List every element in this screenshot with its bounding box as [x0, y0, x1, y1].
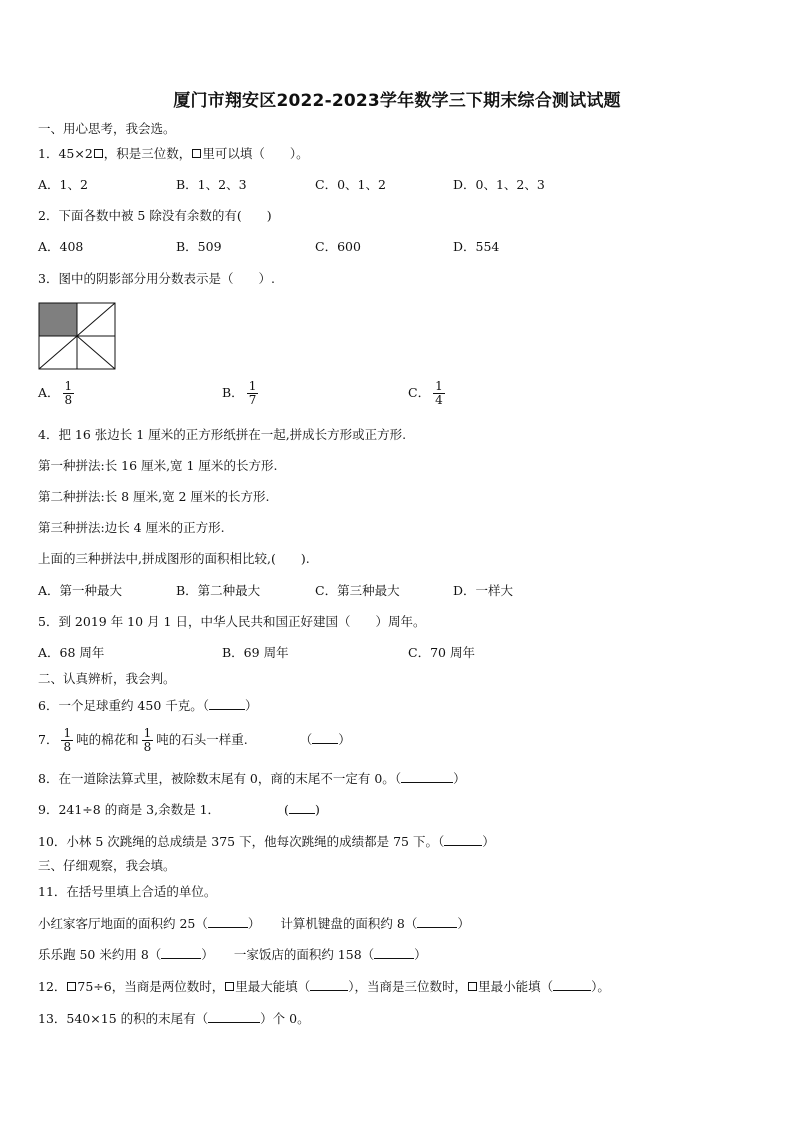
fraction: $\frac{1}{8}$: [143, 726, 152, 754]
question-10: 10．小林 5 次跳绳的总成绩是 375 下，他每次跳绳的成绩都是 75 下。（ ）: [38, 834, 495, 849]
answer-blank[interactable]: [417, 915, 457, 928]
question-13: 13．540×15 的积的末尾有（ ）个 0。: [38, 1011, 310, 1026]
blank-box-icon: [192, 149, 201, 158]
section-2-heading: 二、认真辨析，我会判。: [38, 671, 176, 686]
blank-box-icon: [468, 982, 477, 991]
answer-blank[interactable]: [553, 978, 591, 991]
fraction: $\frac{1}{4}$: [435, 379, 443, 407]
q5-option-b[interactable]: B．69 周年: [222, 645, 289, 660]
q1-option-c[interactable]: C．0、1、2: [315, 177, 386, 192]
q11-line-1: 小红家客厅地面的面积约 25（ ） 计算机键盘的面积约 8（ ）: [38, 916, 470, 931]
q5-option-c[interactable]: C．70 周年: [408, 645, 475, 660]
q11-line-2: 乐乐跑 50 米约用 8（ ） 一家饭店的面积约 158（ ）: [38, 947, 427, 962]
q4-way-1: 第一种拼法:长 16 厘米,宽 1 厘米的长方形.: [38, 458, 278, 473]
answer-blank[interactable]: [208, 1010, 260, 1023]
q1-option-b[interactable]: B．1、2、3: [176, 177, 247, 192]
fraction: $\frac{1}{7}$: [248, 379, 257, 407]
page-title: 厦门市翔安区2022-2023学年数学三下期末综合测试试题: [173, 91, 621, 111]
answer-blank[interactable]: [310, 978, 348, 991]
q2-option-a[interactable]: A．408: [38, 239, 84, 254]
section-3-heading: 三、仔细观察，我会填。: [38, 858, 176, 873]
fraction: $\frac{1}{8}$: [63, 726, 72, 754]
q1-option-a[interactable]: A．1、2: [38, 177, 88, 192]
q2-option-d[interactable]: D．554: [453, 239, 500, 254]
question-5: 5．到 2019 年 10 月 1 日，中华人民共和国正好建国（ ）周年。: [38, 614, 426, 629]
q3-option-a[interactable]: A． $\frac{1}{8}$: [38, 379, 73, 407]
q3-option-c[interactable]: C． $\frac{1}{4}$: [408, 379, 443, 407]
question-9: 9．241÷8 的商是 3,余数是 1． ( ): [38, 802, 320, 817]
answer-blank[interactable]: [312, 731, 338, 744]
q4-option-a[interactable]: A．第一种最大: [38, 583, 123, 598]
question-6: 6．一个足球重约 450 千克。（ ）: [38, 698, 258, 713]
fraction: $\frac{1}{8}$: [64, 379, 73, 407]
blank-box-icon: [225, 982, 234, 991]
question-8: 8．在一道除法算式里，被除数末尾有 0，商的末尾不一定有 0。（ ）: [38, 771, 466, 786]
question-1: 1．45×2 ，积是三位数， 里可以填（ ）。: [38, 146, 309, 161]
answer-blank[interactable]: [209, 697, 245, 710]
question-3: 3．图中的阴影部分用分数表示是（ ）.: [38, 271, 275, 286]
blank-box-icon: [94, 149, 103, 158]
question-4: 4．把 16 张边长 1 厘米的正方形纸拼在一起,拼成长方形或正方形.: [38, 427, 407, 442]
q3-option-b[interactable]: B． $\frac{1}{7}$: [222, 379, 257, 407]
question-7: 7． $\frac{1}{8}$ 吨的棉花和 $\frac{1}{8}$ 吨的石头一样重. （ ）: [38, 726, 351, 754]
q4-way-2: 第二种拼法:长 8 厘米,宽 2 厘米的长方形.: [38, 489, 270, 504]
q4-way-3: 第三种拼法:边长 4 厘米的正方形.: [38, 520, 225, 535]
q4-question: 上面的三种拼法中,拼成图形的面积相比较,( ).: [38, 551, 310, 566]
answer-blank[interactable]: [374, 946, 414, 959]
section-1-heading: 一、用心思考，我会选。: [38, 121, 176, 136]
question-11: 11．在括号里填上合适的单位。: [38, 884, 217, 899]
question-2: 2．下面各数中被 5 除没有余数的有( ): [38, 208, 272, 223]
q2-option-c[interactable]: C．600: [315, 239, 361, 254]
q1-option-d[interactable]: D．0、1、2、3: [453, 177, 545, 192]
answer-blank[interactable]: [161, 946, 201, 959]
blank-box-icon: [67, 982, 76, 991]
q5-option-a[interactable]: A．68 周年: [38, 645, 105, 660]
q4-option-b[interactable]: B．第二种最大: [176, 583, 261, 598]
answer-blank[interactable]: [208, 915, 248, 928]
shaded-square-figure: [38, 302, 116, 370]
answer-blank[interactable]: [289, 801, 315, 814]
q4-option-d[interactable]: D．一样大: [453, 583, 514, 598]
answer-blank[interactable]: [444, 833, 482, 846]
answer-blank[interactable]: [401, 770, 453, 783]
q4-option-c[interactable]: C．第三种最大: [315, 583, 400, 598]
question-12: 12． 75÷6，当商是两位数时， 里最大能填（ ），当商是三位数时， 里最小能填（ ）。: [38, 979, 610, 994]
q2-option-b[interactable]: B．509: [176, 239, 222, 254]
shaded-region: [39, 303, 77, 336]
